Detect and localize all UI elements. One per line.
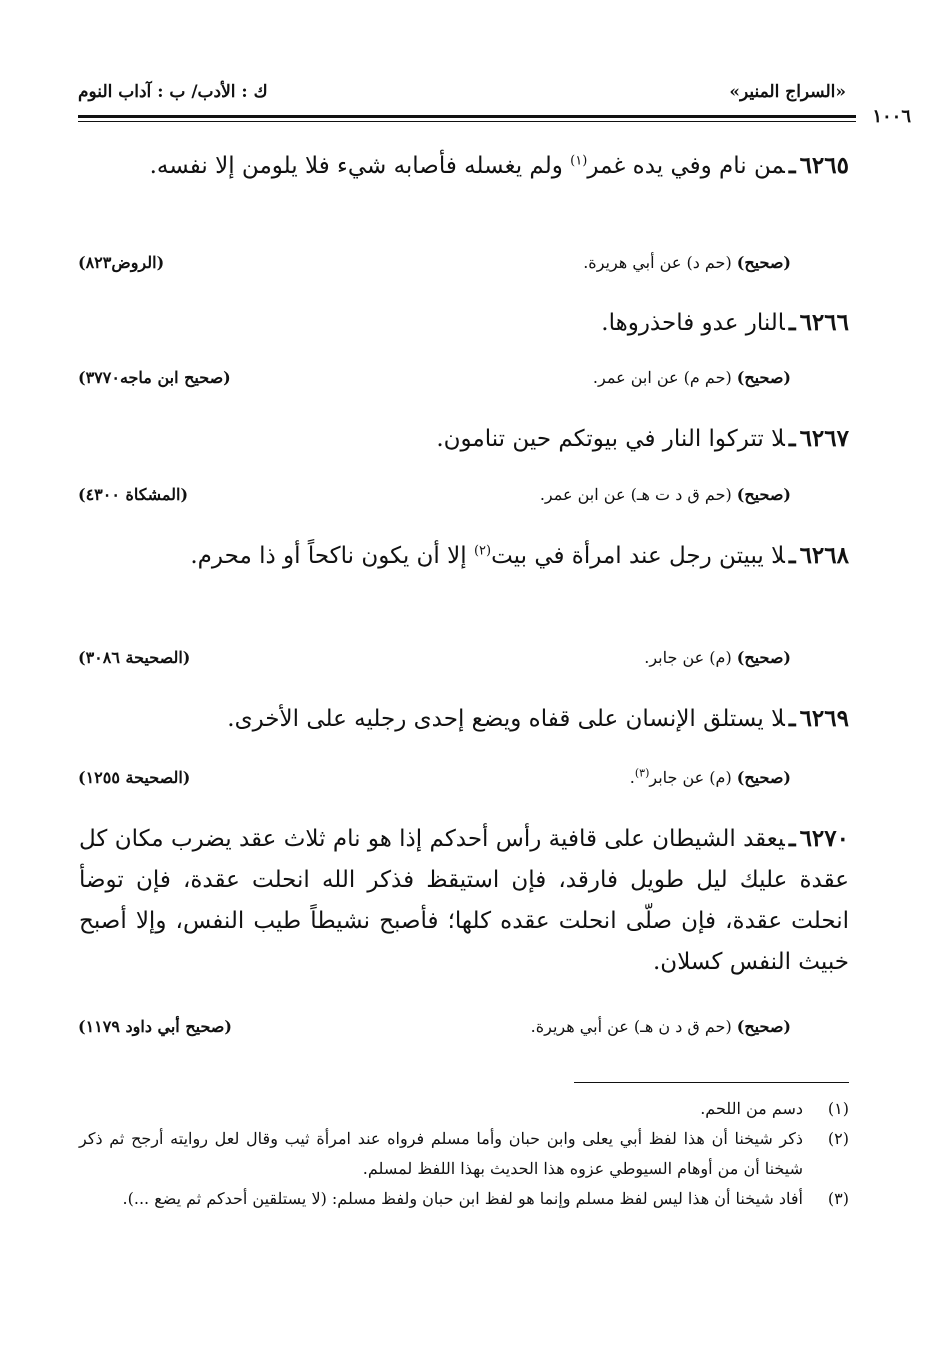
- grade-label: (صحيح): [736, 368, 791, 387]
- section-title: ك : الأدب/ ب : آداب النوم: [78, 82, 268, 102]
- footnote-ref[interactable]: (١): [570, 153, 588, 169]
- header-rule: [78, 115, 856, 118]
- source-text: (م) عن جابر.: [644, 648, 737, 667]
- hadith-entry: ٦٢٦٥ـمن نام وفي يده غمر$^{(١)}$ ولم يغسله فأصابه شيء فلا يلومن إلا نفسه.: [149, 152, 849, 179]
- hadith-number: ٦٢٦٨: [799, 542, 849, 569]
- source-text: (حم ق د ت هـ) عن ابن عمر.: [539, 485, 737, 504]
- source-line: [78, 368, 791, 396]
- hadith-text: يعقد الشيطان على قافية رأس أحدكم إذا هو نام ثلاث عقد يضرب مكان كل عقدة عليك ليل طويل فارقد، فإن استيقظ فذكر الله انحلت عقدة، فإن توضأ انحلت عقدة، فإن صلّى انحلت عقده كلها؛ فأصبح نشيطاً طيب النفس، وإلا أصبح خبيث النفس كسلان.: [79, 826, 849, 975]
- hadith-text: من نام وفي يده غمر: [587, 153, 785, 179]
- footnote: [79, 1184, 849, 1214]
- source-line: [78, 1017, 791, 1045]
- hadith-text-cont: ولم يغسله فأصابه شيء فلا يلومن إلا نفسه.: [149, 153, 571, 179]
- source-line: [78, 253, 791, 281]
- running-header: [78, 82, 846, 116]
- source-line: [78, 648, 791, 676]
- reference: (المشكاة ٤٣٠٠): [78, 485, 189, 504]
- hadith-entry: ٦٢٦٦ـالنار عدو فاحذروها.: [601, 309, 849, 336]
- reference: (صحيح ابن ماجه٣٧٧٠): [78, 368, 231, 387]
- grade-label: (صحيح): [736, 768, 791, 787]
- footnote-ref[interactable]: (٣): [634, 766, 650, 780]
- hadith-entry: ٦٢٦٧ـلا تتركوا النار في بيوتكم حين تنامون.: [436, 425, 849, 452]
- hadith-text: لا يستلق الإنسان على قفاه ويضع إحدى رجليه على الأخرى.: [227, 706, 785, 732]
- footnote-mark: (١): [827, 1099, 849, 1118]
- book-title: «السراج المنير»: [729, 82, 846, 102]
- header-rule-thin: [78, 121, 856, 122]
- reference: (الصحيحة ٣٠٨٦): [78, 648, 191, 667]
- page-number: ١٠٠٦: [872, 106, 911, 127]
- hadith-number: ٦٢٦٥: [799, 152, 849, 179]
- grade-label: (صحيح): [736, 1017, 791, 1036]
- reference: (الروض٨٢٣): [78, 253, 165, 272]
- footnotes: [79, 1094, 849, 1214]
- footnote-mark: (٢): [827, 1129, 849, 1148]
- footnote-separator: [574, 1082, 849, 1083]
- footnote-mark: (٣): [827, 1189, 849, 1208]
- reference: (صحيح أبي داود ١١٧٩): [78, 1017, 232, 1036]
- footnote-text: أفاد شيخنا أن هذا ليس لفظ مسلم وإنما هو لفظ ابن حبان ولفظ مسلم: (لا يستلقين أحدكم ثم يضع ...).: [122, 1189, 803, 1208]
- hadith-text: النار عدو فاحذروها.: [601, 310, 785, 336]
- source-text: (حم م) عن ابن عمر.: [592, 368, 737, 387]
- grade-label: (صحيح): [736, 253, 791, 272]
- hadith-entry: ٦٢٦٨ـلا يبيتن رجل عند امرأة في بيت$^{(٢)}$ إلا أن يكون ناكحاً أو ذا محرم.: [190, 542, 849, 569]
- hadith-text: لا تتركوا النار في بيوتكم حين تنامون.: [436, 426, 785, 452]
- hadith-entry: ٦٢٧٠ـيعقد الشيطان على قافية رأس أحدكم إذا هو نام ثلاث عقد يضرب مكان كل عقدة عليك ليل طويل فارقد، فإن استيقظ فذكر الله انحلت عقدة، فإن توضأ انحلت عقدة، فإن صلّى انحلت عقده كلها؛ فأصبح نشيطاً طيب النفس، وإلا أصبح خبيث النفس كسلان.: [79, 825, 849, 975]
- grade-label: (صحيح): [736, 485, 791, 504]
- hadith-text-cont: إلا أن يكون ناكحاً أو ذا محرم.: [190, 543, 474, 569]
- footnote: [79, 1094, 849, 1124]
- reference: (الصحيحة ١٢٥٥): [78, 768, 191, 787]
- hadith-text: لا يبيتن رجل عند امرأة في بيت: [491, 543, 785, 569]
- source-line: [78, 485, 791, 513]
- footnote-text: دسم من اللحم.: [700, 1099, 803, 1118]
- hadith-number: ٦٢٦٧: [799, 425, 849, 452]
- footnote-text: ذكر شيخنا أن هذا لفظ أبي يعلى وابن حبان وأما مسلم فرواه عند امرأة ثيب وقال لعل روايته أرجح ثم ذكر شيخنا أن من أوهام السيوطي عزوه هذا الحديث بهذا اللفظ لمسلم.: [79, 1129, 803, 1178]
- hadith-entry: ٦٢٦٩ـلا يستلق الإنسان على قفاه ويضع إحدى رجليه على الأخرى.: [227, 705, 849, 732]
- footnote-ref[interactable]: (٢): [473, 543, 492, 559]
- hadith-number: ٦٢٦٩: [799, 705, 849, 732]
- footnote: [79, 1124, 849, 1184]
- source-line: (صحيح) (م) عن جابر$^{(٣)}$. (الصحيحة ١٢٥٥): [78, 766, 791, 787]
- source-text: (حم ق د ن هـ) عن أبي هريرة.: [530, 1017, 737, 1036]
- source-text: (حم د) عن أبي هريرة.: [583, 253, 737, 272]
- source-text: (م) عن جابر: [649, 768, 737, 787]
- hadith-number: ٦٢٦٦: [799, 309, 849, 336]
- hadith-number: ٦٢٧٠: [799, 825, 849, 852]
- grade-label: (صحيح): [736, 648, 791, 667]
